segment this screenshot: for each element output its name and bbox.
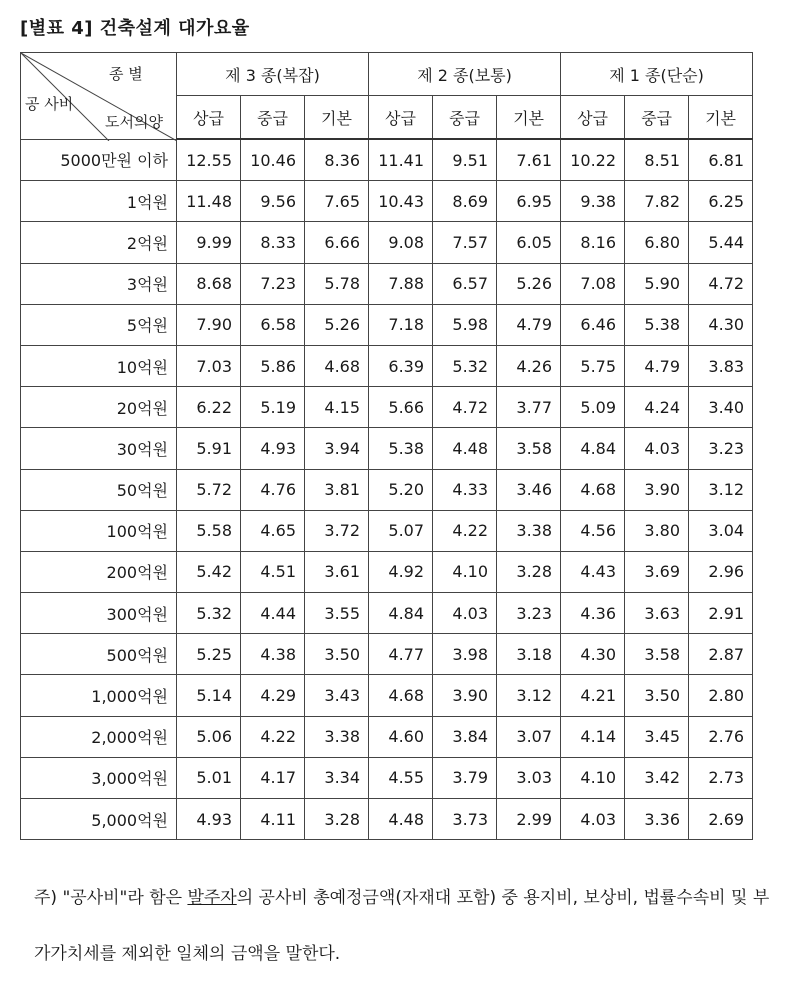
table-row: [21, 263, 753, 304]
rate-cell: 8.51: [625, 139, 689, 181]
table-row: [21, 757, 753, 798]
sub-header: 중급: [241, 96, 305, 140]
rate-cell: 3.38: [305, 716, 369, 757]
rate-cell: 5.38: [625, 304, 689, 345]
rate-cell: 7.65: [305, 181, 369, 222]
row-label-cost: 5억원: [21, 304, 177, 345]
row-label-cost: 1,000억원: [21, 675, 177, 716]
rate-cell: 5.07: [369, 510, 433, 551]
rate-cell: 5.26: [305, 304, 369, 345]
rate-cell: 3.12: [497, 675, 561, 716]
table-row: [21, 675, 753, 716]
rate-cell: 3.98: [433, 634, 497, 675]
rate-cell: 4.84: [561, 428, 625, 469]
rate-cell: 3.45: [625, 716, 689, 757]
footnote-suffix: 의 공사비 총예정금액(자재대 포함) 중 용지비, 보상비, 법률수속비 및 부가가치세를 제외한 일체의 금액을 말한다.: [34, 888, 770, 964]
table-row: [21, 634, 753, 675]
table-row: [21, 469, 753, 510]
rate-cell: 3.63: [625, 593, 689, 634]
rate-cell: 5.58: [177, 510, 241, 551]
rate-cell: 11.41: [369, 139, 433, 181]
rate-cell: 2.76: [689, 716, 753, 757]
rate-cell: 3.79: [433, 757, 497, 798]
rate-cell: 4.68: [369, 675, 433, 716]
rate-cell: 6.25: [689, 181, 753, 222]
table-row: [21, 510, 753, 551]
rate-cell: 2.91: [689, 593, 753, 634]
rate-cell: 4.56: [561, 510, 625, 551]
rate-cell: 3.90: [625, 469, 689, 510]
row-label-cost: 3,000억원: [21, 757, 177, 798]
row-label-cost: 300억원: [21, 593, 177, 634]
rate-cell: 4.44: [241, 593, 305, 634]
rate-cell: 7.88: [369, 263, 433, 304]
rate-cell: 4.76: [241, 469, 305, 510]
rate-cell: 7.57: [433, 222, 497, 263]
rate-cell: 3.03: [497, 757, 561, 798]
rate-cell: 5.42: [177, 551, 241, 592]
corner-left-label: 공 사비: [25, 95, 74, 113]
rate-cell: 2.80: [689, 675, 753, 716]
rate-cell: 10.43: [369, 181, 433, 222]
corner-top-label: 종 별: [109, 65, 143, 83]
rate-cell: 3.72: [305, 510, 369, 551]
sub-header: 기본: [689, 96, 753, 140]
rate-cell: 4.92: [369, 551, 433, 592]
sub-header: 중급: [625, 96, 689, 140]
rate-cell: 2.69: [689, 799, 753, 840]
rate-cell: 4.22: [433, 510, 497, 551]
table-row: [21, 181, 753, 222]
rate-cell: 5.20: [369, 469, 433, 510]
rate-cell: 5.01: [177, 757, 241, 798]
rate-cell: 3.90: [433, 675, 497, 716]
rate-cell: 4.30: [689, 304, 753, 345]
rate-cell: 6.22: [177, 387, 241, 428]
rate-cell: 5.32: [433, 345, 497, 386]
rate-cell: 5.66: [369, 387, 433, 428]
rate-cell: 7.18: [369, 304, 433, 345]
rate-cell: 4.72: [689, 263, 753, 304]
rate-cell: 3.28: [497, 551, 561, 592]
rate-cell: 4.72: [433, 387, 497, 428]
rate-cell: 2.87: [689, 634, 753, 675]
rate-cell: 7.03: [177, 345, 241, 386]
rate-cell: 3.40: [689, 387, 753, 428]
rate-cell: 4.93: [241, 428, 305, 469]
rate-cell: 8.36: [305, 139, 369, 181]
rate-cell: 4.60: [369, 716, 433, 757]
rate-cell: 3.23: [689, 428, 753, 469]
rate-cell: 4.79: [497, 304, 561, 345]
footnote-prefix: 주) "공사비"라 함은: [34, 888, 188, 908]
table-row: [21, 345, 753, 386]
rate-cell: 3.34: [305, 757, 369, 798]
rate-cell: 9.51: [433, 139, 497, 181]
rate-cell: 4.68: [561, 469, 625, 510]
rate-cell: 5.14: [177, 675, 241, 716]
rate-cell: 10.46: [241, 139, 305, 181]
rate-cell: 3.73: [433, 799, 497, 840]
rate-cell: 3.36: [625, 799, 689, 840]
rate-cell: 7.90: [177, 304, 241, 345]
row-label-cost: 50억원: [21, 469, 177, 510]
rate-cell: 4.77: [369, 634, 433, 675]
table-row: [21, 716, 753, 757]
rate-cell: 12.55: [177, 139, 241, 181]
rate-cell: 6.05: [497, 222, 561, 263]
row-label-cost: 10억원: [21, 345, 177, 386]
rate-cell: 4.33: [433, 469, 497, 510]
sub-header: 중급: [433, 96, 497, 140]
rate-cell: 8.16: [561, 222, 625, 263]
rate-cell: 5.86: [241, 345, 305, 386]
rate-cell: 4.21: [561, 675, 625, 716]
rate-cell: 4.79: [625, 345, 689, 386]
rate-cell: 6.80: [625, 222, 689, 263]
sub-header: 상급: [177, 96, 241, 140]
rate-cell: 5.72: [177, 469, 241, 510]
rate-cell: 4.15: [305, 387, 369, 428]
sub-header: 기본: [305, 96, 369, 140]
rate-cell: 7.61: [497, 139, 561, 181]
rate-cell: 5.32: [177, 593, 241, 634]
rate-cell: 3.43: [305, 675, 369, 716]
rate-cell: 4.48: [433, 428, 497, 469]
rate-cell: 5.25: [177, 634, 241, 675]
rate-cell: 2.96: [689, 551, 753, 592]
table-row: [21, 593, 753, 634]
sub-header: 기본: [497, 96, 561, 140]
rate-cell: 3.83: [689, 345, 753, 386]
footnote-underlined: 발주자: [187, 888, 237, 908]
row-label-cost: 100억원: [21, 510, 177, 551]
row-label-cost: 500억원: [21, 634, 177, 675]
row-label-cost: 5,000억원: [21, 799, 177, 840]
rate-cell: 4.24: [625, 387, 689, 428]
group-header-type1: 제 1 종(단순): [561, 53, 753, 96]
rate-cell: 3.12: [689, 469, 753, 510]
row-label-cost: 2,000억원: [21, 716, 177, 757]
group-header-type2: 제 2 종(보통): [369, 53, 561, 96]
group-header-type3: 제 3 종(복잡): [177, 53, 369, 96]
footnote: [34, 870, 774, 982]
rate-cell: 7.82: [625, 181, 689, 222]
rate-cell: 4.43: [561, 551, 625, 592]
rate-cell: 4.22: [241, 716, 305, 757]
rate-cell: 3.55: [305, 593, 369, 634]
rate-cell: 7.23: [241, 263, 305, 304]
rate-cell: 3.23: [497, 593, 561, 634]
rate-cell: 8.69: [433, 181, 497, 222]
rate-cell: 4.26: [497, 345, 561, 386]
rate-cell: 5.75: [561, 345, 625, 386]
rate-cell: 4.10: [561, 757, 625, 798]
rate-cell: 9.99: [177, 222, 241, 263]
page-title: [별표 4] 건축설계 대가요율: [20, 18, 250, 39]
rate-cell: 4.68: [305, 345, 369, 386]
rate-cell: 4.10: [433, 551, 497, 592]
rate-cell: 4.51: [241, 551, 305, 592]
rate-cell: 6.39: [369, 345, 433, 386]
rate-cell: 4.36: [561, 593, 625, 634]
rate-cell: 3.80: [625, 510, 689, 551]
rate-cell: 3.50: [625, 675, 689, 716]
rate-cell: 11.48: [177, 181, 241, 222]
rate-cell: 9.08: [369, 222, 433, 263]
rate-cell: 4.55: [369, 757, 433, 798]
rate-cell: 7.08: [561, 263, 625, 304]
rate-cell: 5.38: [369, 428, 433, 469]
rate-cell: 3.58: [625, 634, 689, 675]
rate-cell: 5.26: [497, 263, 561, 304]
rate-cell: 3.77: [497, 387, 561, 428]
rate-cell: 4.17: [241, 757, 305, 798]
table-row: [21, 304, 753, 345]
rate-cell: 3.50: [305, 634, 369, 675]
rate-cell: 4.65: [241, 510, 305, 551]
rate-cell: 4.03: [625, 428, 689, 469]
rate-cell: 3.61: [305, 551, 369, 592]
rate-cell: 5.19: [241, 387, 305, 428]
rate-cell: 3.07: [497, 716, 561, 757]
table-row: [21, 139, 753, 181]
fee-rate-table: [20, 52, 753, 840]
rate-cell: 3.04: [689, 510, 753, 551]
rate-cell: 4.29: [241, 675, 305, 716]
table-row: [21, 387, 753, 428]
corner-bottom-label: 도서의양: [105, 113, 163, 131]
table-row: [21, 551, 753, 592]
row-label-cost: 2억원: [21, 222, 177, 263]
row-label-cost: 30억원: [21, 428, 177, 469]
rate-cell: 6.58: [241, 304, 305, 345]
rate-cell: 5.98: [433, 304, 497, 345]
rate-cell: 3.18: [497, 634, 561, 675]
table-row: [21, 222, 753, 263]
rate-cell: 2.99: [497, 799, 561, 840]
row-label-cost: 5000만원 이하: [21, 139, 177, 181]
rate-cell: 3.94: [305, 428, 369, 469]
rate-cell: 4.11: [241, 799, 305, 840]
rate-cell: 6.46: [561, 304, 625, 345]
rate-cell: 4.03: [433, 593, 497, 634]
rate-cell: 3.28: [305, 799, 369, 840]
rate-cell: 9.56: [241, 181, 305, 222]
row-label-cost: 200억원: [21, 551, 177, 592]
rate-cell: 3.38: [497, 510, 561, 551]
rate-cell: 3.42: [625, 757, 689, 798]
rate-cell: 4.38: [241, 634, 305, 675]
rate-cell: 6.81: [689, 139, 753, 181]
rate-cell: 3.81: [305, 469, 369, 510]
corner-header-cell: [21, 53, 177, 140]
rate-cell: 8.68: [177, 263, 241, 304]
rate-cell: 2.73: [689, 757, 753, 798]
rate-cell: 8.33: [241, 222, 305, 263]
rate-cell: 4.30: [561, 634, 625, 675]
rate-cell: 3.69: [625, 551, 689, 592]
rate-cell: 3.84: [433, 716, 497, 757]
rate-cell: 4.93: [177, 799, 241, 840]
row-label-cost: 3억원: [21, 263, 177, 304]
rate-cell: 9.38: [561, 181, 625, 222]
rate-cell: 5.90: [625, 263, 689, 304]
rate-cell: 5.78: [305, 263, 369, 304]
rate-cell: 5.44: [689, 222, 753, 263]
rate-cell: 6.57: [433, 263, 497, 304]
sub-header: 상급: [561, 96, 625, 140]
rate-cell: 5.09: [561, 387, 625, 428]
row-label-cost: 20억원: [21, 387, 177, 428]
table-row: [21, 799, 753, 840]
rate-cell: 4.14: [561, 716, 625, 757]
rate-cell: 4.48: [369, 799, 433, 840]
sub-header: 상급: [369, 96, 433, 140]
rate-cell: 5.06: [177, 716, 241, 757]
rate-cell: 3.46: [497, 469, 561, 510]
rate-cell: 5.91: [177, 428, 241, 469]
row-label-cost: 1억원: [21, 181, 177, 222]
rate-cell: 6.66: [305, 222, 369, 263]
rate-cell: 6.95: [497, 181, 561, 222]
table-row: [21, 428, 753, 469]
rate-cell: 3.58: [497, 428, 561, 469]
rate-cell: 4.84: [369, 593, 433, 634]
rate-cell: 4.03: [561, 799, 625, 840]
rate-cell: 10.22: [561, 139, 625, 181]
